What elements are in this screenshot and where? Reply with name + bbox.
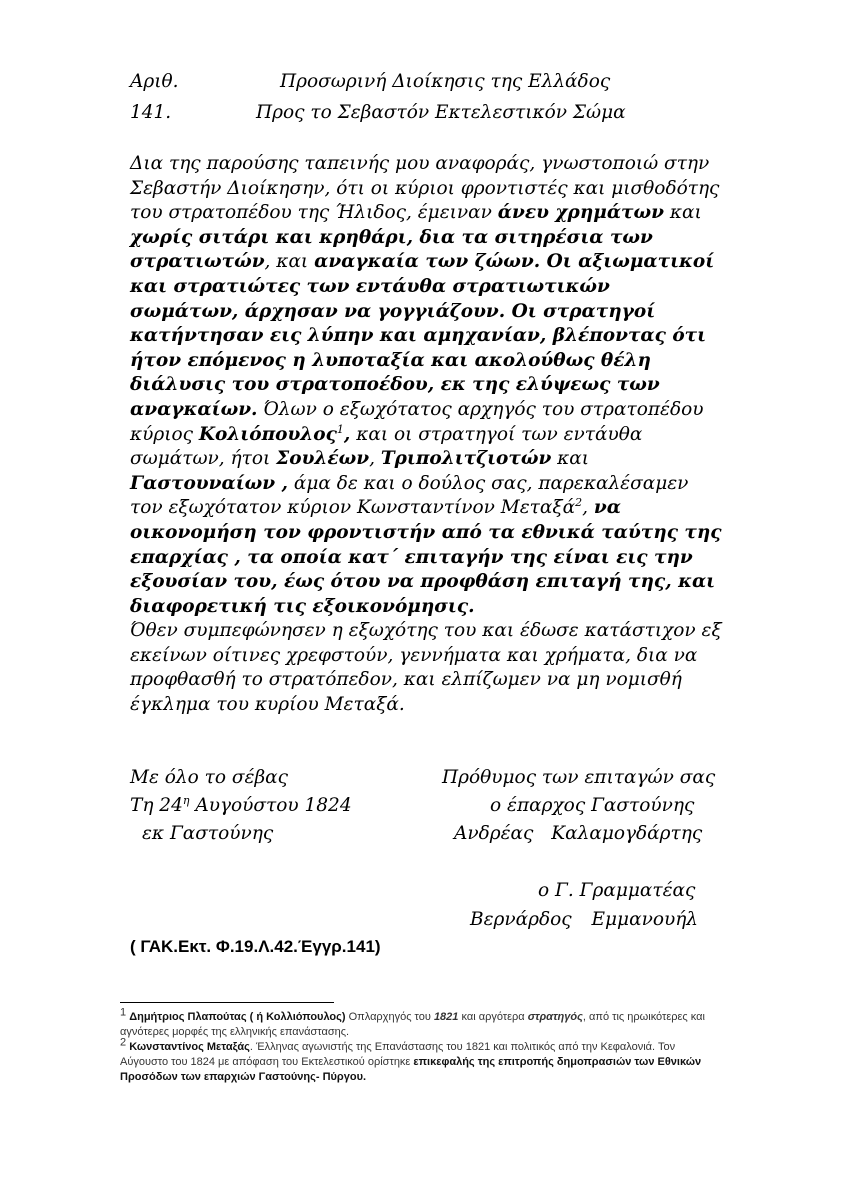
footnote-ref-1: 1	[336, 422, 344, 436]
issuer-title: Προσωρινή Διοίκησις της Ελλάδος	[280, 71, 611, 92]
recipient-title: Προς το Σεβαστόν Εκτελεστικόν Σώμα	[256, 102, 626, 123]
closing-date: Τη $24^\eta$ Αυγούστου 1824	[130, 793, 352, 816]
secretary-name: Βερνάρδος Εμμανουήλ	[470, 909, 699, 930]
footnote-divider	[120, 1002, 334, 1003]
paragraph-main: Δια της παρούσης ταπεινής μου αναφοράς, γνωστοποιώ στην Σεβαστήν Διοίκησην, ότι οι κύριοι φροντιστές και μισθοδότης του στρατοπέδου της Ήλιδος, έμειναν άνευ χρημάτων και χωρίς σιτάρι και κρηθάρι, δια τα σιτηρέσια των στρατιωτών, και αναγκαία των ζώων. Οι αξιωματικοί και στρατιώτες των εντάυθα στρατιωτικών σωμάτων, άρχησαν να γογγιάζουν. Οι στρατηγοί κατήντησαν εις λύπην και αμηχανίαν, βλέποντας ότι ήτον επόμενος η λυποταξία και ακολούθως θέλη διάλυσις του στρατοποέδου, εκ της ελύψεως των αναγκαίων. Όλων ο εξωχότατος αρχηγός του στρατοπέδου κύριος Κολιόπουλος$^1$, και οι στρατηγοί των εντάυθα σωμάτων, ήτοι Σουλέων, Τριπολιτζιοτών και Γαστουναίων , άμα δε και ο δούλος σας, παρεκαλέσαμεν τον εξωχότατον κύριον Κωνσταντίνον Μεταξά$^2$, να οικονομήση τον φροντιστήν από τα εθνικά ταύτης της επαρχίας , τα οποία κατ΄ επιταγήν της είναι εις την εξουσίαν του, έως ότου να προφθάση επιταγή της, και διαφορετική τις εξοικονόμησις.	[130, 153, 722, 617]
document-number: 141.	[130, 102, 172, 123]
letter-body	[130, 152, 722, 718]
footnotes	[120, 1006, 708, 1085]
archive-reference: ( ΓΑΚ.Εκτ. Φ.19.Λ.42.Έγγρ.141)	[130, 937, 381, 956]
signer-title: ο έπαρχος Γαστούνης	[490, 795, 695, 816]
name-koliopoulos: Κολιόπουλος	[198, 423, 337, 445]
footnote-1: $^1$ Δημήτριος Πλαπούτας ( ή Κολλιόπουλος) Οπλαρχηγός του 1821 και αργότερα στρατηγός, από τις ηρωικότερες και αγνότερες μορφές της ελληνικής επανάστασης.	[120, 1006, 705, 1038]
closing-greeting: Με όλο το σέβας	[130, 767, 288, 788]
footnote-ref-2: 2	[575, 496, 583, 510]
signer-name: Ανδρέας Καλαμογδάρτης	[454, 823, 703, 844]
paragraph-conclusion: Όθεν συμπεφώνησεν η εξωχότης του και έδωσε κατάστιχον εξ εκείνων οίτινες χρεφστούν, γεννήματα και χρήματα, δια να προφθασθή το στρατόπεδον, και ελπίζωμεν να μη νομισθή έγκλημα του κυρίου Μεταξά.	[130, 620, 722, 716]
footnote-2: $^2$ Κωνσταντίνος Μεταξάς. Έλληνας αγωνιστής της Επανάστασης του 1821 και πολιτικός από την Κεφαλονιά. Τον Αύγουστο του 1824 με απόφαση του Εκτελεστικού ορίστηκε επικεφαλής της επιτροπής δημοπρασιών των Εθνικών Προσόδων των επαρχιών Γαστούνης- Πύργου.	[120, 1036, 702, 1083]
closing-place: εκ Γαστούνης	[142, 823, 274, 844]
secretary-title: ο Γ. Γραμματέας	[538, 880, 696, 901]
document-number-label: Αριθ.	[130, 71, 179, 92]
closing-signoff: Πρόθυμος των επιταγών σας	[442, 767, 716, 788]
